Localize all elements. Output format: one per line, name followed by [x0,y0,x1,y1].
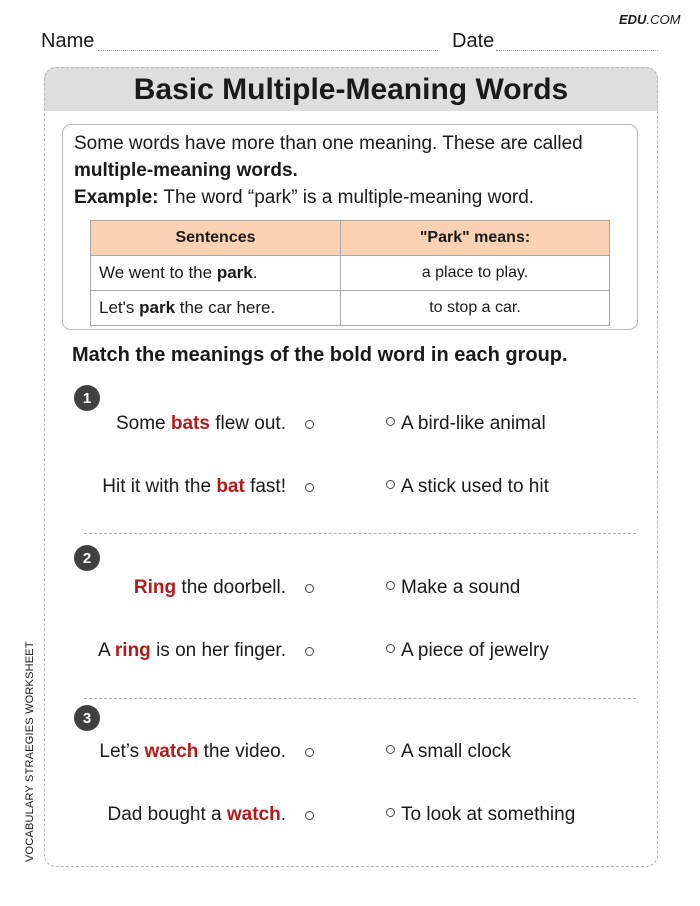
group-divider [84,533,636,534]
match-meaning[interactable]: A small clock [386,741,511,763]
match-dot-left[interactable] [305,811,314,820]
group-divider [84,698,636,699]
worksheet-category-label: VOCABULARY STRAEGIES WORKSHEET [24,641,36,862]
name-label: Name [41,30,95,52]
match-dot-left[interactable] [305,420,314,429]
match-dot-left[interactable] [305,483,314,492]
match-sentence: Dad bought a watch. [107,804,286,825]
match-dot-right[interactable] [386,808,395,817]
match-dot-right[interactable] [386,480,395,489]
intro-line: Some words have more than one meaning. These are called [74,133,583,154]
brand-logo: EDU.COM [619,12,681,27]
match-sentence: Let’s watch the video. [99,741,286,762]
table-sentence: Let's park the car here. [91,291,341,326]
example-table [90,220,610,326]
table-sentence: We went to the park. [91,256,341,291]
example-label: Example: [74,187,159,208]
table-row [91,256,610,291]
match-dot-right[interactable] [386,644,395,653]
match-dot-right[interactable] [386,745,395,754]
date-label: Date [452,30,495,52]
match-meaning[interactable]: A bird-like animal [386,413,546,435]
match-dot-right[interactable] [386,581,395,590]
group-number-badge: 1 [74,385,100,411]
example-text: The word “park” is a multiple-meaning word. [158,187,535,208]
table-meaning: a place to play. [341,256,610,291]
match-sentence: Hit it with the bat fast! [102,476,286,497]
table-header-meaning: "Park" means: [341,221,610,256]
match-dot-right[interactable] [386,417,395,426]
table-meaning: to stop a car. [341,291,610,326]
group-number-badge: 2 [74,545,100,571]
match-sentence: Some bats flew out. [115,413,286,434]
page-title: Basic Multiple-Meaning Words [44,67,658,111]
date-line[interactable] [496,50,658,51]
instruction-heading: Match the meanings of the bold word in each group. [72,344,568,366]
match-dot-left[interactable] [305,647,314,656]
match-sentence: A ring is on her finger. [98,640,286,661]
intro-term: multiple-meaning words. [74,160,298,181]
table-header-sentences: Sentences [91,221,341,256]
table-row [91,291,610,326]
match-meaning[interactable]: A piece of jewelry [386,640,549,662]
match-dot-left[interactable] [305,748,314,757]
match-meaning[interactable]: To look at something [386,804,575,826]
match-sentence: Ring the doorbell. [133,577,286,598]
match-dot-left[interactable] [305,584,314,593]
name-line[interactable] [98,50,438,51]
group-number-badge: 3 [74,705,100,731]
match-meaning[interactable]: A stick used to hit [386,476,549,498]
intro-text [74,130,634,211]
match-meaning[interactable]: Make a sound [386,577,520,599]
